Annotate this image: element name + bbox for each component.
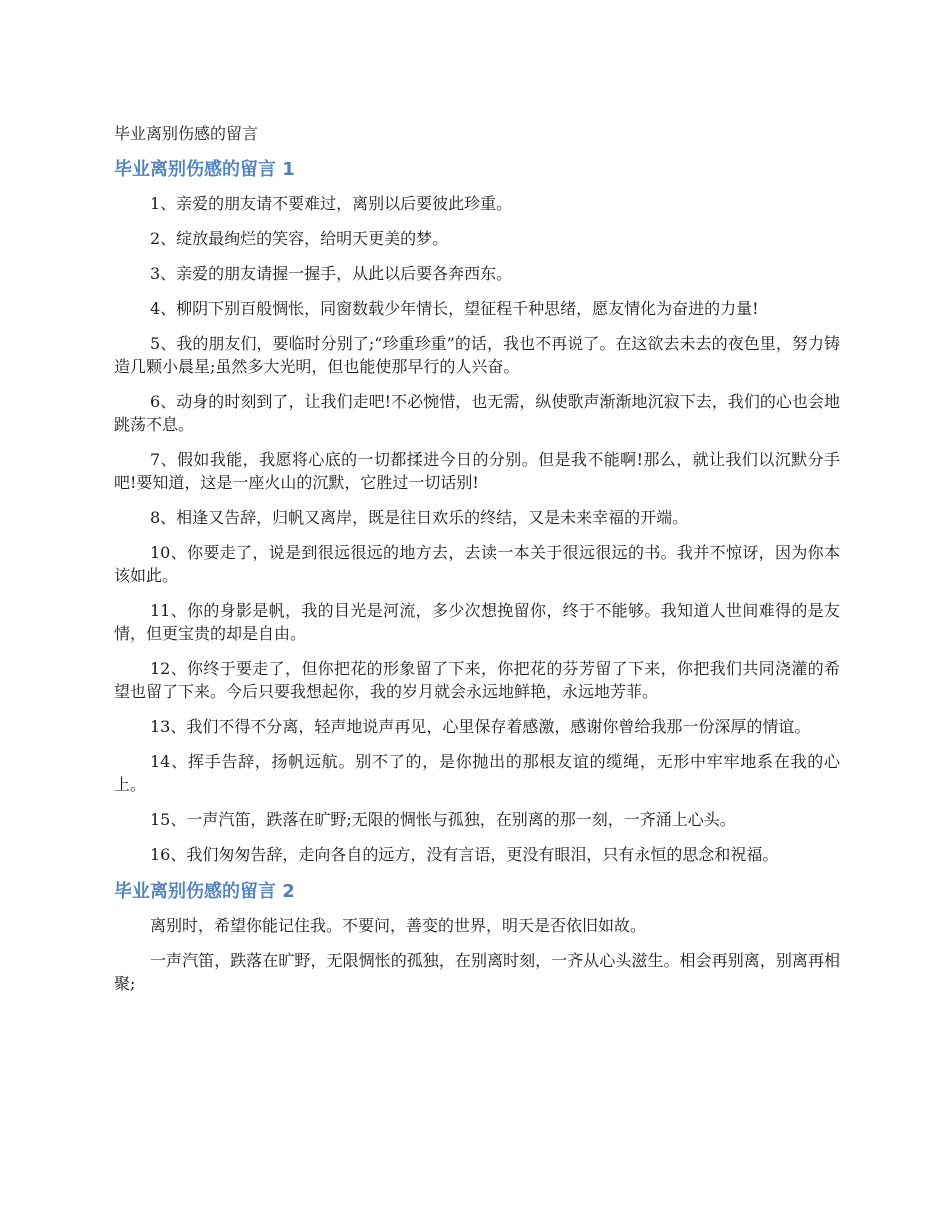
document-title: 毕业离别伤感的留言 (114, 124, 259, 143)
paragraph: 10、你要走了，说是到很远很远的地方去，去读一本关于很远很远的书。我并不惊讶，因为你本该如此。 (114, 543, 840, 585)
paragraph: 11、你的身影是帆，我的目光是河流，多少次想挽留你，终于不能够。我知道人世间难得的是友情，但更宝贵的却是自由。 (114, 601, 840, 643)
section-heading: 毕业离别伤感的留言 1 (114, 159, 295, 180)
paragraph: 13、我们不得不分离，轻声地说声再见，心里保存着感激，感谢你曾给我那一份深厚的情谊。 (150, 717, 811, 736)
paragraph: 2、绽放最绚烂的笑容，给明天更美的梦。 (150, 229, 449, 248)
paragraph: 6、动身的时刻到了，让我们走吧!不必惋惜，也无需，纵使歌声渐渐地沉寂下去，我们的心也会地跳荡不息。 (114, 392, 840, 434)
paragraph: 12、你终于要走了，但你把花的形象留了下来，你把花的芬芳留了下来，你把我们共同浇灌的希望也留了下来。今后只要我想起你，我的岁月就会永远地鲜艳，永远地芳菲。 (114, 659, 840, 701)
document-content (114, 122, 840, 1007)
section-1 (114, 158, 840, 866)
paragraph: 15、一声汽笛，跌落在旷野;无限的惆怅与孤独，在别离的那一刻，一齐涌上心头。 (150, 810, 736, 829)
paragraph: 1、亲爱的朋友请不要难过，离别以后要彼此珍重。 (150, 194, 513, 213)
paragraph: 7、假如我能，我愿将心底的一切都揉进今日的分别。但是我不能啊!那么，就让我们以沉默分手吧!要知道，这是一座火山的沉默，它胜过一切话别! (114, 450, 840, 492)
paragraph: 3、亲爱的朋友请握一握手，从此以后要各奔西东。 (150, 264, 513, 283)
paragraph: 一声汽笛，跌落在旷野，无限惆怅的孤独，在别离时刻，一齐从心头滋生。相会再别离，别离再相聚; (114, 951, 840, 993)
paragraph: 14、挥手告辞，扬帆远航。别不了的，是你抛出的那根友谊的缆绳，无形中牢牢地系在我的心上。 (114, 752, 840, 794)
paragraph: 5、我的朋友们，要临时分别了;“珍重珍重”的话，我也不再说了。在这欲去未去的夜色里，努力铸造几颗小晨星;虽然多大光明，但也能使那早行的人兴奋。 (114, 334, 840, 376)
section-heading: 毕业离别伤感的留言 2 (114, 881, 295, 902)
paragraph: 离别时，希望你能记住我。不要问，善变的世界，明天是否依旧如故。 (150, 916, 647, 935)
paragraph: 4、柳阴下别百般惆怅，同窗数载少年情长，望征程千种思绪，愿友情化为奋进的力量! (150, 299, 759, 318)
paragraph: 16、我们匆匆告辞，走向各自的远方，没有言语，更没有眼泪，只有永恒的思念和祝福。 (150, 845, 779, 864)
paragraph: 8、相逢又告辞，归帆又离岸，既是往日欢乐的终结，又是未来幸福的开端。 (150, 508, 689, 527)
section-2 (114, 880, 840, 995)
